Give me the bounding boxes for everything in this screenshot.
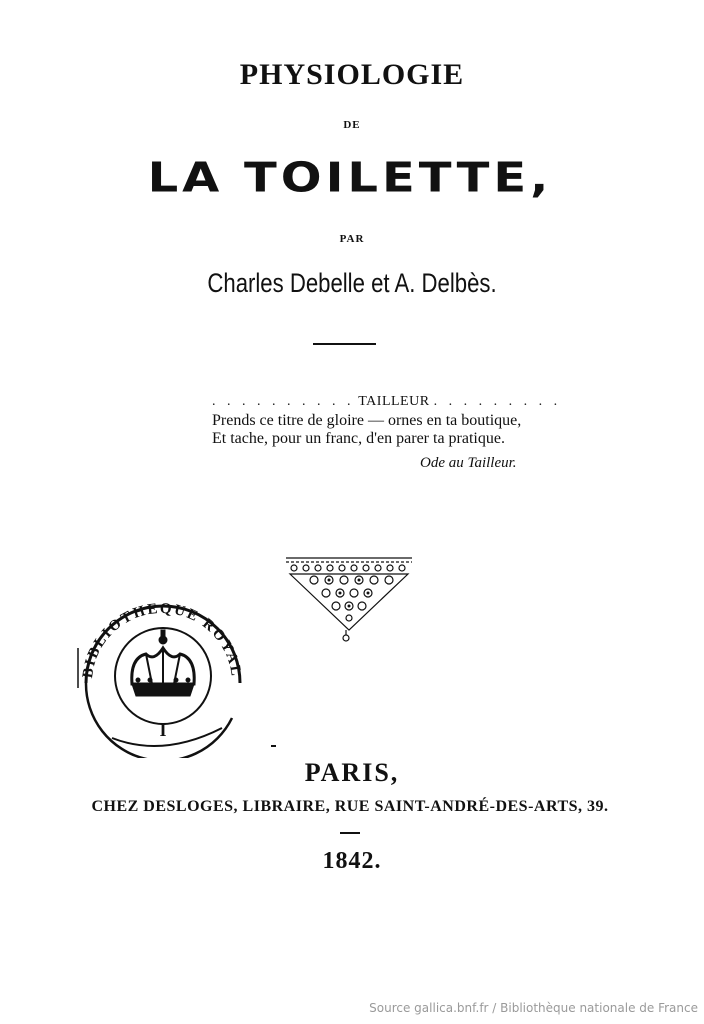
epigraph-speaker-line — [212, 394, 582, 410]
imprint-rule — [340, 832, 360, 834]
imprint-year: 1842. — [322, 848, 382, 874]
title-connector: DE — [343, 119, 361, 131]
epigraph-speaker: TAILLEUR — [358, 394, 430, 409]
epigraph-line-1: Prends ce titre de gloire — ornes en ta boutique, — [212, 412, 522, 429]
imprint-publisher: CHEZ DESLOGES, LIBRAIRE, RUE SAINT-ANDRÉ-DES-ARTS, 39. — [91, 798, 609, 815]
authors: Charles Debelle et A. Delbès. — [207, 268, 497, 298]
stamp-mark: I — [159, 720, 167, 740]
crown-icon — [72, 588, 254, 758]
source-credit: Source gallica.bnf.fr / Bibliothèque nationale de France — [369, 1001, 698, 1015]
epigraph-line-2: Et tache, pour un franc, d'en parer ta pratique. — [212, 430, 505, 447]
leader-dots: . . . . . . . . . . — [212, 394, 355, 409]
title-line-physiologie: PHYSIOLOGIE — [239, 58, 465, 91]
imprint-place: PARIS, — [304, 758, 400, 787]
library-stamp — [72, 588, 254, 758]
dash-mark — [271, 745, 276, 747]
epigraph-source: Ode au Tailleur. — [420, 455, 517, 471]
ornament-vignette-icon — [284, 550, 414, 645]
svg-text:BIBLIOTHEQUE ROYALE: BIBLIOTHEQUE ROYAL — [80, 600, 244, 680]
leader-dots: . . . . . . . . . — [433, 394, 562, 409]
byline-par: PAR — [339, 233, 365, 245]
divider-rule — [313, 343, 376, 345]
main-title: LA TOILETTE, — [147, 154, 553, 202]
